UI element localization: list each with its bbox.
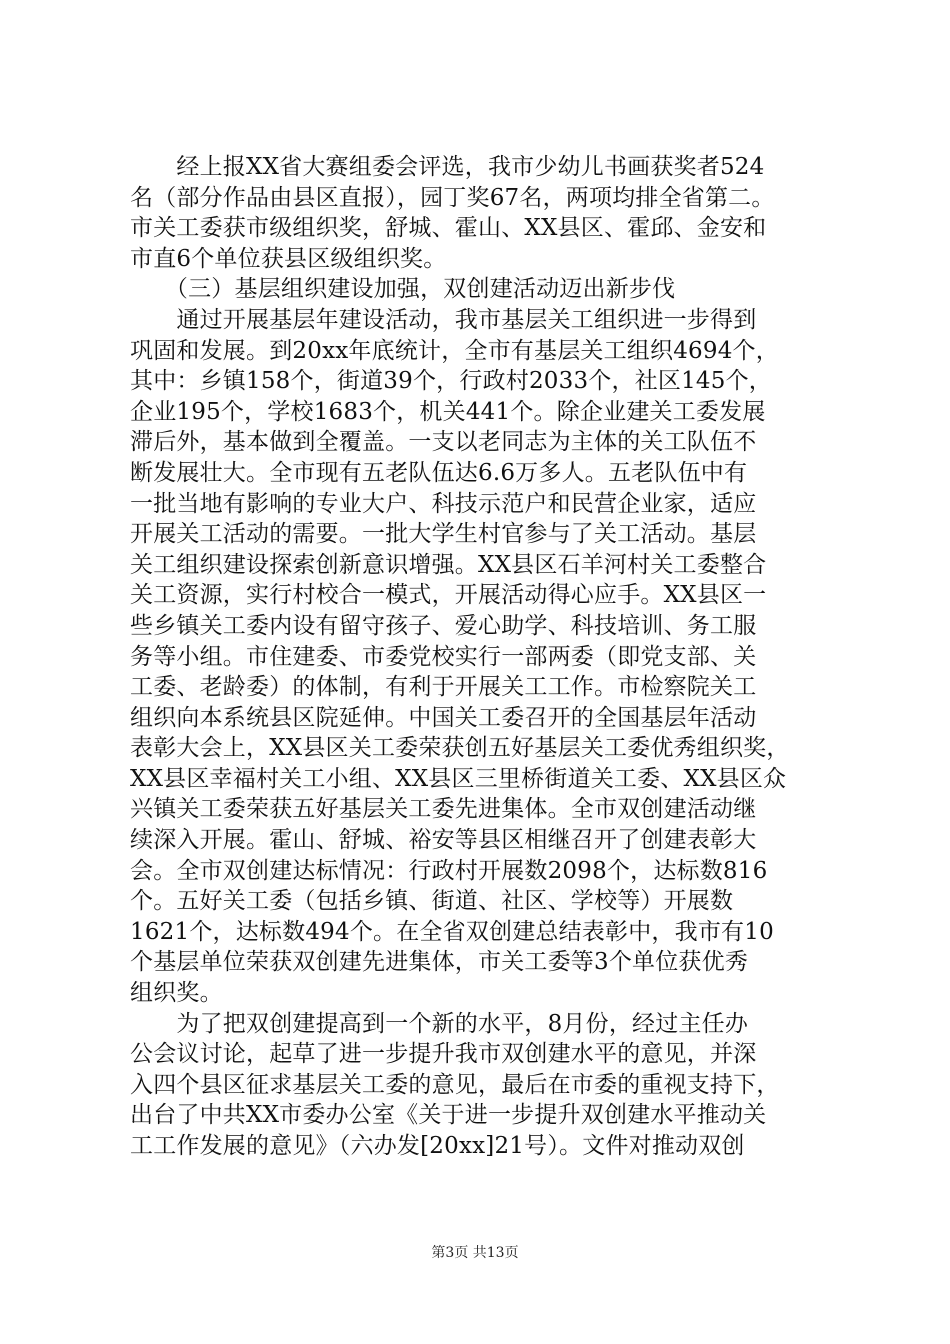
text-line: 个。五好关工委（包括乡镇、街道、社区、学校等）开展数 (130, 888, 734, 915)
text-line: 其中：乡镇158个，街道39个，行政村2033个，社区145个， (130, 368, 772, 395)
text-line: 名（部分作品由县区直报），园丁奖67名，两项均排全省第二。 (130, 184, 775, 211)
text-line: 关工组织建设探索创新意识增强。XX县区石羊河村关工委整合 (130, 551, 767, 578)
text-line: 表彰大会上，XX县区关工委荣获创五好基层关工委优秀组织奖， (130, 735, 790, 762)
section-heading: （三）基层组织建设加强，双创建活动迈出新步伐 (130, 276, 676, 303)
text-line: 工委、老龄委）的体制，有利于开展关工工作。市检察院关工 (130, 674, 757, 701)
text-line: 个基层单位荣获双创建先进集体，市关工委等3个单位获优秀 (130, 949, 749, 976)
page-number-footer: 第3页 共13页 (431, 1245, 519, 1261)
document-body (130, 152, 830, 1162)
text-line: 经上报XX省大赛组委会评选，我市少幼儿书画获奖者524 (130, 154, 765, 180)
text-line: 组织向本系统县区院延伸。中国关工委召开的全国基层年活动 (130, 704, 757, 731)
text-line: 会。全市双创建达标情况：行政村开展数2098个，达标数816 (130, 857, 768, 884)
text-line: 公会议讨论，起草了进一步提升我市双创建水平的意见，并深 (130, 1041, 757, 1068)
text-line: 工工作发展的意见》（六办发[20xx]21号）。文件对推动双创 (130, 1133, 745, 1159)
text-line: 关工资源，实行村校合一模式，开展活动得心应手。XX县区一 (130, 582, 767, 609)
text-line: 断发展壮大。全市现有五老队伍达6.6万多人。五老队伍中有 (130, 459, 748, 486)
text-line: 企业195个，学校1683个，机关441个。除企业建关工委发展 (130, 398, 766, 425)
text-line: 一批当地有影响的专业大户、科技示范户和民营企业家，适应 (130, 490, 757, 517)
text-line: 出台了中共XX市委办公室《关于进一步提升双创建水平推动关 (130, 1102, 767, 1129)
text-line: 组织奖。 (130, 980, 223, 1007)
text-line: 通过开展基层年建设活动，我市基层关工组织进一步得到 (130, 306, 757, 333)
text-line: 市关工委获市级组织奖，舒城、霍山、XX县区、霍邱、金安和 (130, 215, 767, 242)
text-line: 开展关工活动的需要。一批大学生村官参与了关工活动。基层 (130, 521, 757, 548)
text-line: 巩固和发展。到20xx年底统计，全市有基层关工组织4694个， (130, 337, 779, 364)
text-line: 滞后外，基本做到全覆盖。一支以老同志为主体的关工队伍不 (130, 429, 757, 456)
text-line: XX县区幸福村关工小组、XX县区三里桥街道关工委、XX县区众 (130, 765, 787, 792)
text-line: 入四个县区征求基层关工委的意见，最后在市委的重视支持下， (130, 1071, 780, 1098)
text-line: 兴镇关工委荣获五好基层关工委先进集体。全市双创建活动继 (130, 796, 757, 823)
text-line: 市直6个单位获县区级组织奖。 (130, 245, 447, 272)
text-line: 些乡镇关工委内设有留守孩子、爱心助学、科技培训、务工服 (130, 612, 757, 639)
text-line: 续深入开展。霍山、舒城、裕安等县区相继召开了创建表彰大 (130, 827, 757, 854)
text-line: 务等小组。市住建委、市委党校实行一部两委（即党支部、关 (130, 643, 757, 670)
text-line: 为了把双创建提高到一个新的水平，8月份，经过主任办 (130, 1010, 749, 1037)
text-line: 1621个，达标数494个。在全省双创建总结表彰中，我市有10 (130, 918, 774, 945)
